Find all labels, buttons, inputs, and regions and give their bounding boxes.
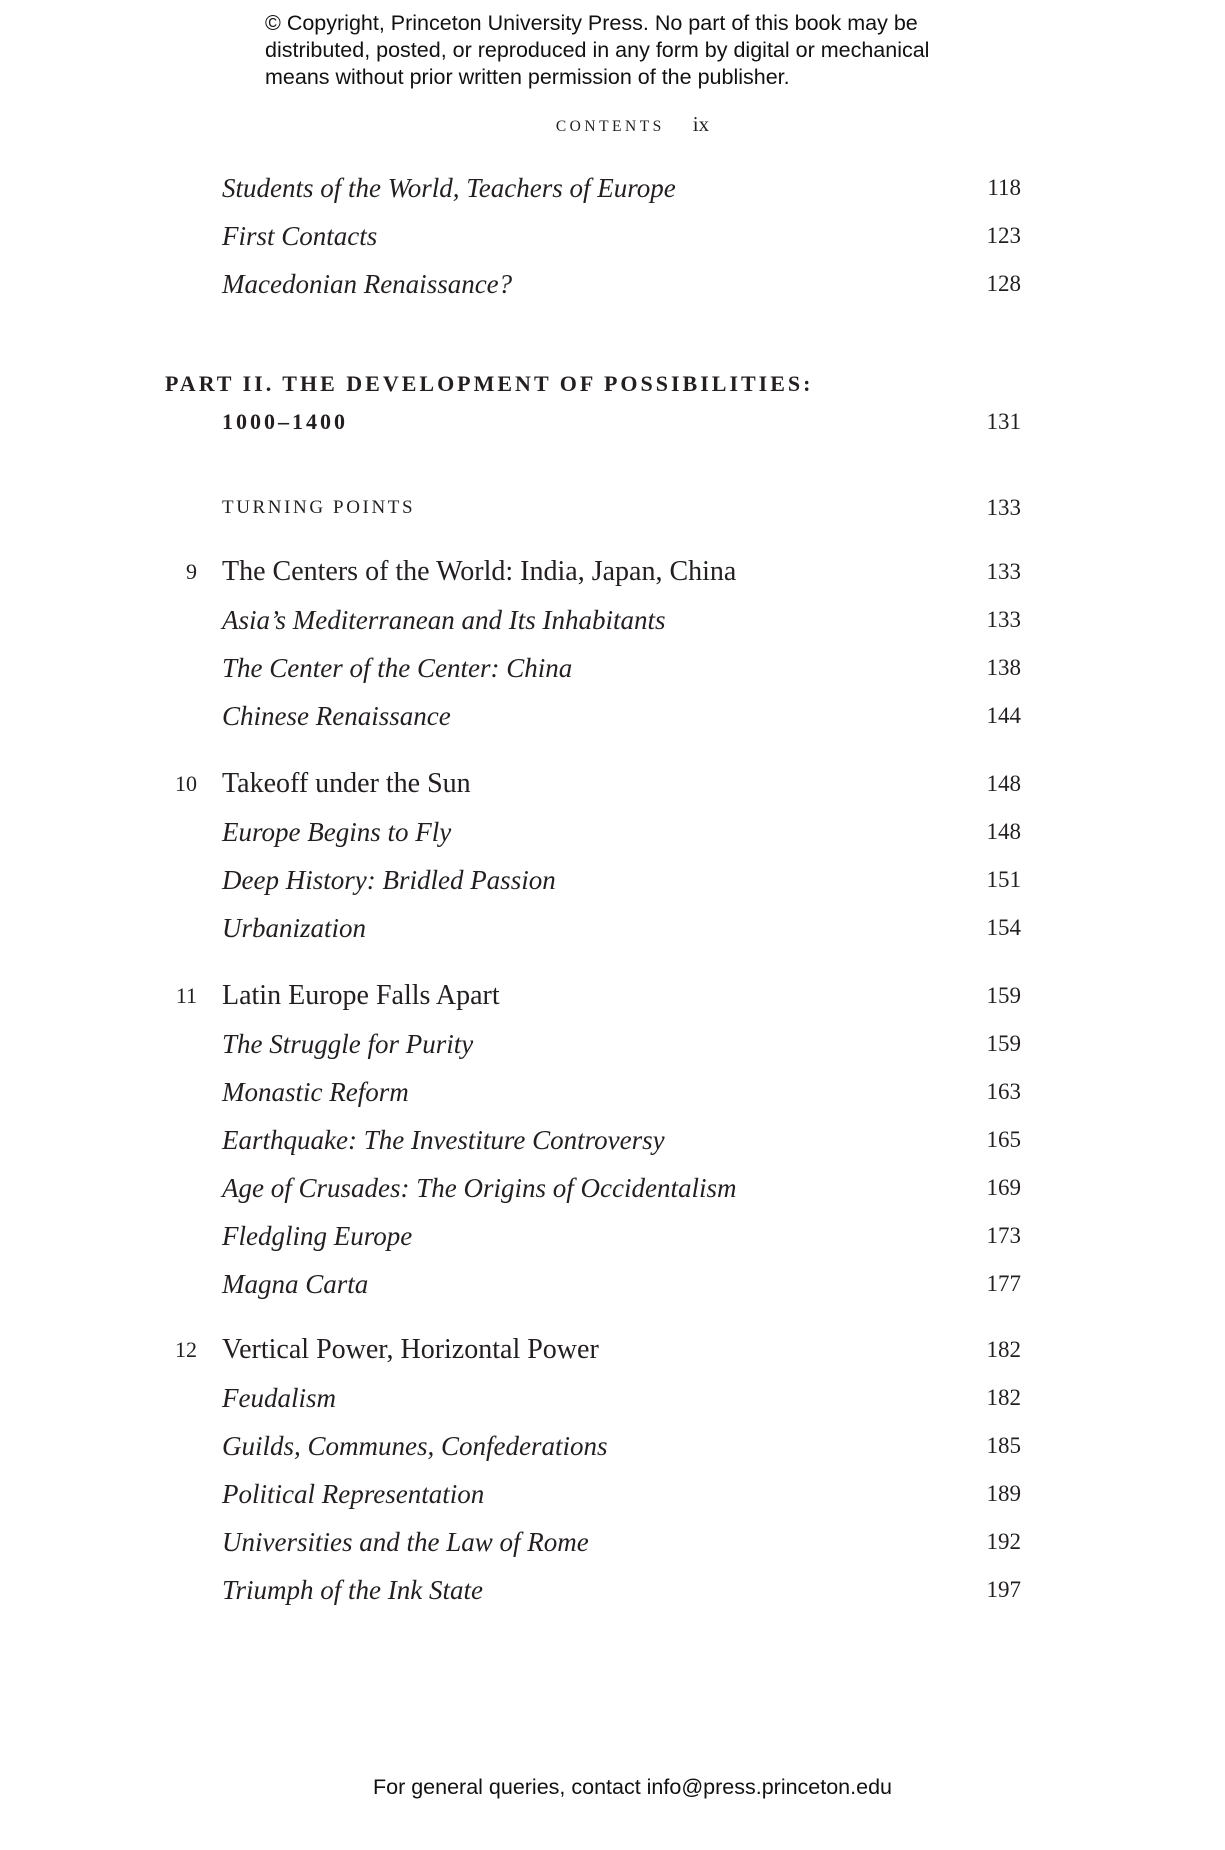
section-page: 177 (986, 1271, 1021, 1296)
copyright-notice (265, 10, 1005, 91)
section-page: 182 (986, 1385, 1021, 1410)
page-folio: ix (692, 112, 710, 136)
toc-chapter-entry (0, 552, 1225, 592)
section-page: 128 (986, 271, 1021, 296)
section-page: 185 (986, 1433, 1021, 1458)
copyright-line-2: distributed, posted, or reproduced in any form by digital or mechanical (265, 38, 930, 62)
toc-section-entry (0, 216, 1225, 256)
chapter-number: 12 (175, 1337, 197, 1362)
toc-section-entry (0, 1168, 1225, 1208)
running-head (0, 112, 1225, 137)
section-title: Europe Begins to Fly (222, 817, 452, 847)
section-page: 151 (986, 867, 1021, 892)
section-page: 154 (986, 915, 1021, 940)
footer-contact: For general queries, contact info@press.princeton.edu (372, 1775, 892, 1799)
section-title: Earthquake: The Investiture Controversy (222, 1125, 665, 1155)
part-title-line-1: PART II. THE DEVELOPMENT OF POSSIBILITIES: (165, 371, 814, 396)
section-title: First Contacts (222, 221, 378, 251)
section-title: Asia’s Mediterranean and Its Inhabitants (222, 605, 666, 635)
section-title: Deep History: Bridled Passion (222, 865, 556, 895)
toc-section-entry (0, 1378, 1225, 1418)
section-title: The Center of the Center: China (222, 653, 573, 683)
toc-chapter-entry (0, 976, 1225, 1016)
chapter-page: 159 (986, 983, 1021, 1008)
section-page: 159 (986, 1031, 1021, 1056)
toc-section-entry (0, 1522, 1225, 1562)
section-page: 197 (986, 1577, 1021, 1602)
part-title-row (0, 402, 1225, 442)
chapter-title: Vertical Power, Horizontal Power (222, 1334, 599, 1365)
section-title: Chinese Renaissance (222, 701, 451, 731)
chapter-page: 148 (986, 771, 1021, 796)
turning-points-entry (0, 488, 1225, 528)
toc-section-entry (0, 264, 1225, 304)
section-page: 173 (986, 1223, 1021, 1248)
toc-section-entry (0, 812, 1225, 852)
section-page: 148 (986, 819, 1021, 844)
section-title: Fledgling Europe (222, 1221, 413, 1251)
section-page: 118 (987, 175, 1021, 200)
section-title: Political Representation (222, 1479, 485, 1509)
toc-section-entry (0, 1072, 1225, 1112)
chapter-number: 10 (175, 771, 197, 796)
toc-section-entry (0, 600, 1225, 640)
toc-section-entry (0, 1216, 1225, 1256)
chapter-page: 182 (986, 1337, 1021, 1362)
toc-section-entry (0, 168, 1225, 208)
toc-chapter-entry (0, 764, 1225, 804)
chapter-page: 133 (986, 559, 1021, 584)
part-page: 131 (986, 409, 1021, 434)
section-title: Age of Crusades: The Origins of Occidentalism (222, 1173, 737, 1203)
toc-section-entry (0, 860, 1225, 900)
section-title: Triumph of the Ink State (222, 1575, 483, 1605)
toc-section-entry (0, 1474, 1225, 1514)
section-title: Guilds, Communes, Confederations (222, 1431, 608, 1461)
chapter-title: Latin Europe Falls Apart (222, 980, 500, 1011)
toc-section-entry (0, 1570, 1225, 1610)
section-title: Universities and the Law of Rome (222, 1527, 589, 1557)
copyright-line-3: means without prior written permission of the publisher. (265, 65, 790, 89)
section-title: Urbanization (222, 913, 367, 943)
section-page: 189 (986, 1481, 1021, 1506)
section-title: Feudalism (222, 1383, 336, 1413)
part-title-line-2: 1000–1400 (222, 409, 348, 434)
section-page: 165 (986, 1127, 1021, 1152)
section-title: Macedonian Renaissance? (222, 269, 513, 299)
section-page: 133 (986, 607, 1021, 632)
section-page: 192 (986, 1529, 1021, 1554)
section-page: 144 (986, 703, 1021, 728)
section-page: 169 (986, 1175, 1021, 1200)
toc-section-entry (0, 696, 1225, 736)
chapter-title: Takeoff under the Sun (222, 768, 471, 799)
chapter-number: 9 (186, 559, 197, 584)
running-head-label: CONTENTS (555, 118, 665, 135)
toc-section-entry (0, 908, 1225, 948)
turning-points-label: TURNING POINTS (222, 497, 416, 518)
toc-section-entry (0, 1024, 1225, 1064)
turning-points-page: 133 (986, 495, 1021, 520)
section-title: Magna Carta (222, 1269, 369, 1299)
copyright-line-1: © Copyright, Princeton University Press. No part of this book may be (265, 11, 918, 35)
chapter-title: The Centers of the World: India, Japan, China (222, 556, 737, 587)
section-title: Monastic Reform (222, 1077, 409, 1107)
section-title: The Struggle for Purity (222, 1029, 474, 1059)
toc-section-entry (0, 1426, 1225, 1466)
section-page: 163 (986, 1079, 1021, 1104)
chapter-number: 11 (175, 983, 197, 1008)
section-page: 123 (986, 223, 1021, 248)
toc-chapter-entry (0, 1330, 1225, 1370)
section-title: Students of the World, Teachers of Europe (222, 173, 676, 203)
toc-section-entry (0, 1120, 1225, 1160)
toc-section-entry (0, 648, 1225, 688)
toc-section-entry (0, 1264, 1225, 1304)
section-page: 138 (986, 655, 1021, 680)
